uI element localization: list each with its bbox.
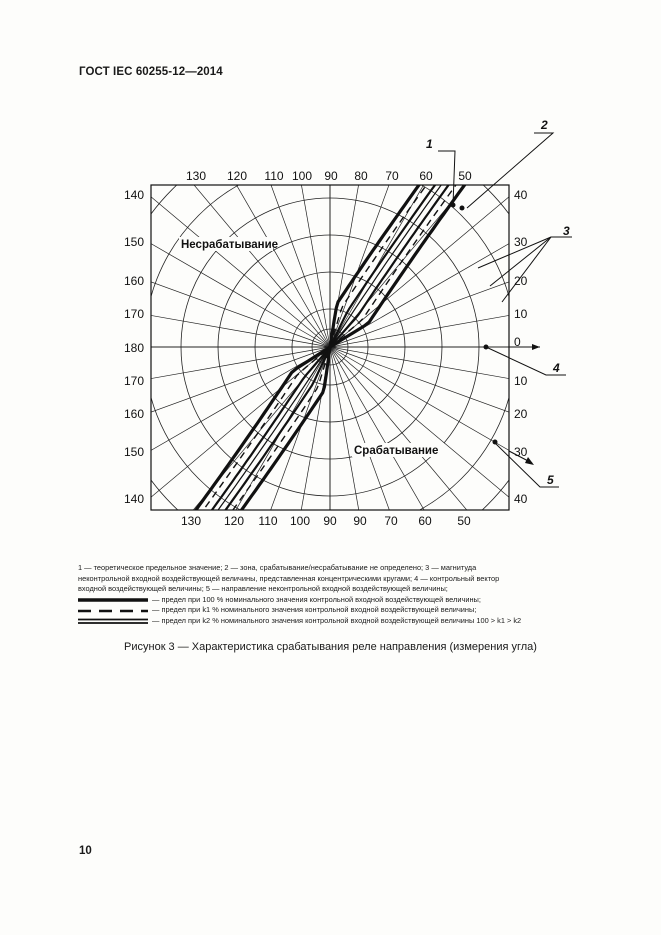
double-line-sample bbox=[78, 616, 148, 626]
bottom-tick-label: 100 bbox=[289, 514, 311, 528]
top-tick-label: 60 bbox=[419, 169, 433, 183]
callout-1-marker bbox=[451, 203, 456, 208]
bottom-tick-label: 70 bbox=[384, 514, 398, 528]
figure-legend bbox=[78, 563, 618, 627]
top-tick-label: 70 bbox=[385, 169, 399, 183]
left-tick-label: 180 bbox=[123, 341, 144, 355]
left-tick-label: 140 bbox=[123, 492, 144, 506]
left-tick-label: 140 bbox=[123, 188, 144, 202]
right-tick-label: 40 bbox=[514, 492, 528, 506]
callout-2-leader bbox=[467, 133, 553, 208]
legend-item bbox=[78, 616, 618, 627]
right-tick-label: 30 bbox=[514, 445, 528, 459]
callout-2-number: 2 bbox=[541, 118, 548, 132]
legend-item-text: — предел при k2 % номинального значения контрольной входной воздействующей величины 100 > k1 > k2 bbox=[152, 615, 522, 625]
radial-line bbox=[30, 347, 330, 560]
right-tick-label: 20 bbox=[514, 407, 528, 421]
bottom-tick-label: 110 bbox=[258, 514, 278, 528]
right-tick-label: 10 bbox=[514, 307, 528, 321]
legend-item-text: — предел при k1 % номинального значения контрольной входной воздействующей величины; bbox=[152, 605, 477, 615]
legend-text-line: входной воздействующей величины; 5 — направление неконтрольной входной воздействующей величины; bbox=[78, 584, 448, 594]
right-tick-label: 10 bbox=[514, 374, 528, 388]
top-tick-label: 110 bbox=[264, 169, 284, 183]
dashed-line-sample bbox=[78, 606, 148, 616]
radial-line bbox=[30, 0, 330, 347]
radial-line bbox=[330, 0, 630, 347]
legend-item bbox=[78, 595, 618, 606]
top-tick-label: 120 bbox=[226, 169, 248, 183]
left-tick-label: 160 bbox=[123, 274, 144, 288]
legend-item bbox=[78, 605, 618, 616]
bottom-tick-label: 90 bbox=[353, 514, 367, 528]
bottom-tick-label: 60 bbox=[418, 514, 432, 528]
page-number: 10 bbox=[79, 845, 92, 857]
callout-4-marker bbox=[484, 345, 489, 350]
callout-3-number: 3 bbox=[563, 224, 570, 238]
callout-1-number: 1 bbox=[426, 137, 433, 151]
radial-line bbox=[330, 347, 661, 451]
right-tick-label: 40 bbox=[514, 188, 528, 202]
radial-line bbox=[0, 243, 330, 347]
right-tick-label: 0 bbox=[514, 335, 521, 349]
bottom-tick-label: 120 bbox=[223, 514, 245, 528]
callout-4-number: 4 bbox=[553, 361, 560, 375]
radial-line bbox=[0, 347, 330, 552]
arrow-head-icon bbox=[532, 344, 540, 350]
top-tick-label: 130 bbox=[185, 169, 207, 183]
standard-header: ГОСТ IEC 60255-12—2014 bbox=[79, 66, 223, 78]
top-tick-label: 100 bbox=[291, 169, 313, 183]
bottom-tick-label: 130 bbox=[180, 514, 202, 528]
top-tick-label: 50 bbox=[458, 169, 472, 183]
radial-line bbox=[125, 347, 330, 560]
zone-operate-label: Срабатывание bbox=[354, 445, 439, 457]
limit-curve-k2 bbox=[192, 145, 478, 556]
thick-line-sample bbox=[78, 595, 148, 605]
bottom-tick-label: 90 bbox=[323, 514, 337, 528]
right-tick-label: 20 bbox=[514, 274, 528, 288]
left-tick-label: 160 bbox=[123, 407, 144, 421]
zone-no-operate-label: Несрабатывание bbox=[181, 239, 279, 251]
radial-line bbox=[330, 142, 661, 347]
top-tick-label: 90 bbox=[324, 169, 338, 183]
legend-text-line: неконтрольной входной воздействующей величины, представленная концентрическими кругами; 4 — контрольный вектор bbox=[78, 573, 500, 583]
left-tick-label: 170 bbox=[123, 307, 144, 321]
left-tick-label: 170 bbox=[123, 374, 144, 388]
radial-line bbox=[0, 347, 330, 451]
callout-5-marker bbox=[493, 440, 498, 445]
legend-item-text: — предел при 100 % номинального значения контрольной входной воздействующей величины; bbox=[152, 594, 481, 604]
legend-text-line: 1 — теоретическое предельное значение; 2 — зона, срабатывание/несрабатывание не определено; 3 — магнитуда bbox=[78, 563, 477, 572]
left-tick-label: 150 bbox=[123, 445, 144, 459]
top-tick-label: 80 bbox=[354, 169, 368, 183]
callout-5-number: 5 bbox=[547, 473, 554, 487]
figure-caption: Рисунок 3 — Характеристика срабатывания реле направления (измерения угла) bbox=[124, 641, 537, 653]
right-tick-label: 30 bbox=[514, 235, 528, 249]
bottom-tick-label: 50 bbox=[457, 514, 471, 528]
callout-2-marker bbox=[460, 206, 465, 211]
left-tick-label: 150 bbox=[123, 235, 144, 249]
